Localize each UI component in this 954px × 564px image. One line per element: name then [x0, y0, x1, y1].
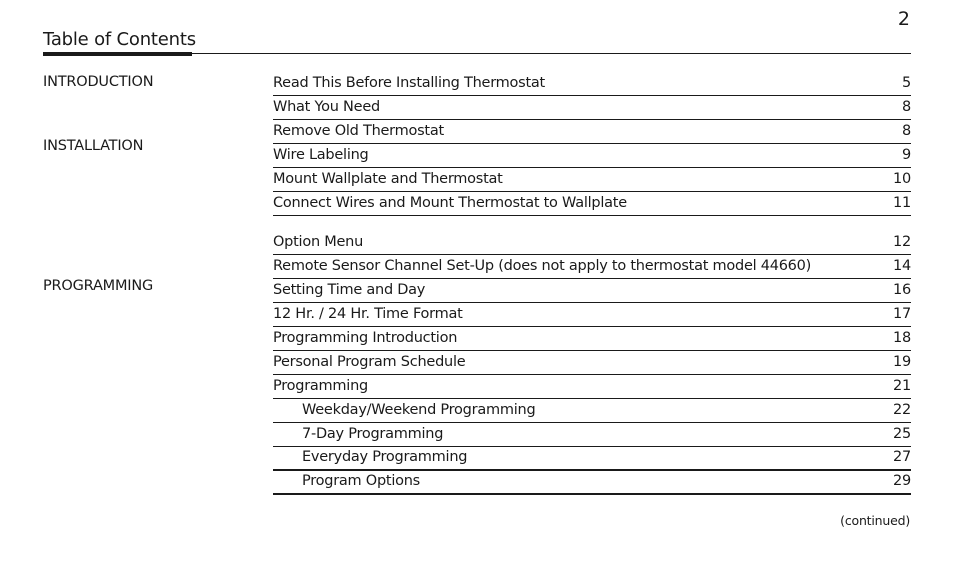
section-label-programming: PROGRAMMING — [43, 278, 154, 294]
toc-subentry[interactable] — [273, 447, 911, 471]
toc-entry[interactable] — [273, 351, 911, 375]
toc-entry[interactable] — [273, 96, 911, 120]
title-underline — [43, 52, 192, 56]
toc-entry-label: Programming — [273, 378, 368, 394]
toc-entry-label: Read This Before Installing Thermostat — [273, 75, 545, 91]
toc-entry-label: 7-Day Programming — [302, 426, 444, 442]
toc-entry-label: 12 Hr. / 24 Hr. Time Format — [273, 306, 463, 322]
toc-entry-page: 19 — [893, 354, 911, 370]
page-number: 2 — [897, 8, 910, 30]
toc-entry-page: 22 — [893, 402, 911, 418]
toc-entry-label: Setting Time and Day — [273, 282, 426, 298]
toc-entry[interactable] — [273, 192, 911, 216]
toc-entry-page: 8 — [902, 123, 911, 139]
toc-entry-label: Program Options — [302, 473, 420, 489]
page-title: Table of Contents — [43, 29, 196, 50]
toc-subentry[interactable] — [273, 423, 911, 447]
toc-entry-label: Weekday/Weekend Programming — [302, 402, 536, 418]
toc-entry[interactable] — [273, 279, 911, 303]
toc-entry[interactable] — [273, 303, 911, 327]
toc-entry-page: 25 — [893, 426, 911, 442]
toc-entry-label: Personal Program Schedule — [273, 354, 466, 370]
toc-entry[interactable] — [273, 144, 911, 168]
toc-entry-page: 11 — [893, 195, 911, 211]
toc-entry-page: 14 — [893, 258, 911, 274]
section-label-introduction: INTRODUCTION — [43, 74, 154, 90]
toc-entry[interactable] — [273, 375, 911, 399]
toc-entry-label: Wire Labeling — [273, 147, 369, 163]
toc-entry-page: 8 — [902, 99, 911, 115]
toc-entry-label: Option Menu — [273, 234, 364, 250]
toc-entry-page: 29 — [893, 473, 911, 489]
toc-entry-page: 10 — [893, 171, 911, 187]
toc-entry-label: Remove Old Thermostat — [273, 123, 444, 139]
toc-entry-page: 17 — [893, 306, 911, 322]
toc-group-programming — [273, 231, 911, 495]
toc-subentry[interactable] — [273, 471, 911, 495]
toc-entry[interactable] — [273, 72, 911, 96]
toc-entry-label: Mount Wallplate and Thermostat — [273, 171, 503, 187]
toc-entry[interactable] — [273, 231, 911, 255]
toc-entry[interactable] — [273, 327, 911, 351]
toc-entry-page: 18 — [893, 330, 911, 346]
continued-note: (continued) — [840, 513, 910, 528]
toc-entry-label: Remote Sensor Channel Set-Up (does not apply to thermostat model 44660) — [273, 258, 812, 274]
toc-entry-page: 27 — [893, 449, 911, 465]
toc-entry-page: 21 — [893, 378, 911, 394]
toc-entry-page: 5 — [902, 75, 911, 91]
toc-entry-page: 16 — [893, 282, 911, 298]
toc-group-introduction-installation — [273, 72, 911, 216]
toc-entry[interactable] — [273, 120, 911, 144]
toc-entry-label: Connect Wires and Mount Thermostat to Wallplate — [273, 195, 627, 211]
toc-entry-page: 9 — [902, 147, 911, 163]
toc-entry-page: 12 — [893, 234, 911, 250]
toc-entry[interactable] — [273, 255, 911, 279]
toc-entry-label: What You Need — [273, 99, 380, 115]
toc-subentry[interactable] — [273, 399, 911, 423]
section-label-installation: INSTALLATION — [43, 138, 144, 154]
toc-entry-label: Everyday Programming — [302, 449, 468, 465]
toc-entry[interactable] — [273, 168, 911, 192]
toc-entry-label: Programming Introduction — [273, 330, 458, 346]
